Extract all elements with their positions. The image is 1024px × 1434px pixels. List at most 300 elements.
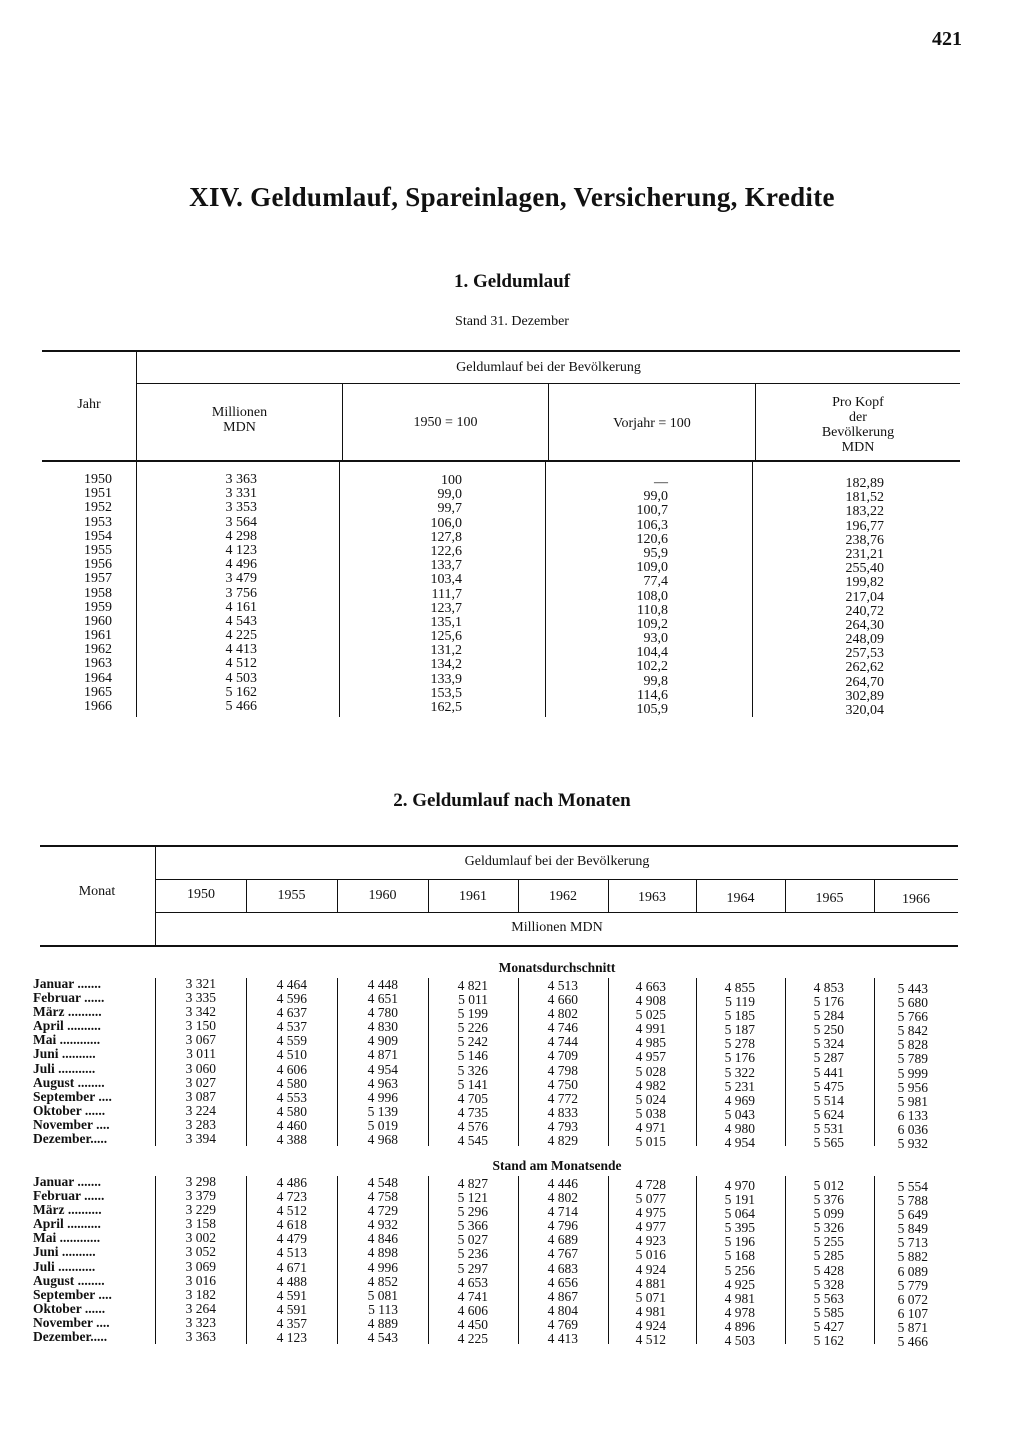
table2-months-end bbox=[33, 1175, 153, 1344]
table2-month-cell: Juli ........... bbox=[33, 1258, 96, 1274]
table1-percap-column bbox=[800, 477, 884, 718]
table1-prev-cell: 93,0 bbox=[643, 631, 668, 647]
table2-value-cell: 5 146 bbox=[457, 1048, 488, 1064]
table2-column bbox=[518, 1177, 578, 1346]
table2-header-rule bbox=[40, 945, 958, 947]
table2-value-cell: 5 012 bbox=[813, 1178, 844, 1193]
table2-value-cell: 5 168 bbox=[724, 1248, 755, 1264]
table2-column bbox=[874, 982, 928, 1151]
table2-value-cell: 4 479 bbox=[276, 1231, 307, 1247]
table2-value-cell: 4 968 bbox=[367, 1132, 398, 1148]
table1-millions-cell: 5 466 bbox=[225, 699, 257, 714]
table1-millions-cell: 3 756 bbox=[225, 585, 257, 601]
table2-month-cell: Juli ........... bbox=[33, 1060, 96, 1076]
table1-percap-cell: 181,52 bbox=[845, 490, 884, 506]
table1-col-prev: Vorjahr = 100 bbox=[613, 416, 691, 431]
table1-title: 1. Geldumlauf bbox=[453, 271, 571, 292]
table2-month-cell: Mai ............ bbox=[33, 1230, 101, 1246]
table1-year-cell: 1963 bbox=[84, 656, 112, 672]
table2-value-cell: 4 714 bbox=[547, 1204, 578, 1220]
table2-value-cell: 4 780 bbox=[367, 1005, 398, 1021]
table2-vline bbox=[874, 880, 875, 912]
table2-value-cell: 5 226 bbox=[457, 1020, 488, 1036]
table2-value-cell: 4 985 bbox=[635, 1035, 666, 1051]
table2-value-cell: 4 924 bbox=[635, 1261, 666, 1277]
table1-year-cell: 1965 bbox=[84, 684, 112, 700]
table2-year-header: 1966 bbox=[902, 892, 930, 907]
table2-value-cell: 4 460 bbox=[276, 1117, 307, 1133]
table2-value-cell: 5 016 bbox=[635, 1247, 666, 1263]
table2-value-cell: 4 503 bbox=[724, 1333, 755, 1349]
table1-prev-cell: 95,9 bbox=[643, 545, 668, 561]
table2-value-cell: 4 543 bbox=[367, 1330, 398, 1346]
table2-value-cell: 5 199 bbox=[457, 1006, 488, 1022]
table2-value-cell: 5 119 bbox=[725, 994, 755, 1010]
table2-value-cell: 4 576 bbox=[457, 1118, 488, 1134]
table2-value-cell: 4 980 bbox=[724, 1120, 755, 1136]
table2-value-cell: 4 728 bbox=[635, 1177, 666, 1192]
table1-prev-cell: 106,3 bbox=[636, 517, 668, 533]
table2-value-cell: 5 585 bbox=[813, 1304, 844, 1320]
table2-value-cell: 4 793 bbox=[547, 1118, 578, 1134]
table1-prev-cell: 120,6 bbox=[636, 531, 668, 547]
table2-month-cell: Februar ...... bbox=[33, 1188, 105, 1204]
table2-value-cell: 4 729 bbox=[367, 1203, 398, 1219]
table2-value-cell: 4 744 bbox=[547, 1034, 578, 1050]
table1-vline bbox=[136, 462, 137, 717]
table2-value-cell: 3 150 bbox=[185, 1018, 216, 1034]
table2-value-cell: 5 255 bbox=[813, 1234, 844, 1250]
table2-value-cell: 5 162 bbox=[813, 1333, 844, 1349]
table2-value-cell: 5 071 bbox=[635, 1289, 666, 1305]
table1-index-cell: 125,6 bbox=[430, 629, 462, 645]
table1-subtitle: Stand 31. Dezember bbox=[455, 314, 569, 329]
table2-value-cell: 4 545 bbox=[457, 1133, 488, 1149]
table2-value-cell: 5 231 bbox=[724, 1078, 755, 1094]
table2-value-cell: 4 991 bbox=[635, 1021, 666, 1037]
table2-value-cell: 4 606 bbox=[276, 1061, 307, 1077]
table2-months-avg bbox=[33, 977, 153, 1146]
table1-vline bbox=[752, 462, 753, 717]
table2-value-cell: 4 796 bbox=[547, 1218, 578, 1234]
table1-vline bbox=[545, 462, 546, 717]
table2-top-rule bbox=[40, 845, 958, 847]
table2-vline bbox=[337, 880, 338, 912]
table2-value-cell: 5 788 bbox=[897, 1193, 928, 1209]
table2-value-cell: 4 852 bbox=[367, 1273, 398, 1289]
table2-value-cell: 3 052 bbox=[185, 1244, 216, 1260]
table1-index-cell: 122,6 bbox=[430, 543, 462, 559]
table1-index-cell: 106,0 bbox=[430, 515, 462, 531]
table1-year-cell: 1953 bbox=[84, 514, 112, 530]
table2-year-header: 1962 bbox=[549, 889, 577, 904]
table2-value-cell: 5 779 bbox=[897, 1277, 928, 1293]
table2-value-cell: 5 999 bbox=[897, 1065, 928, 1081]
table2-vline bbox=[518, 880, 519, 912]
table2-value-cell: 4 932 bbox=[367, 1217, 398, 1233]
table2-value-cell: 3 067 bbox=[185, 1032, 216, 1048]
table1-prev-cell: 100,7 bbox=[636, 503, 668, 519]
table2-value-cell: 4 889 bbox=[367, 1315, 398, 1331]
table2-value-cell: 4 488 bbox=[276, 1273, 307, 1289]
table2-value-cell: 4 750 bbox=[547, 1076, 578, 1092]
table2-value-cell: 4 981 bbox=[635, 1303, 666, 1319]
table1-year-cell: 1956 bbox=[84, 557, 112, 573]
table2-value-cell: 3 321 bbox=[185, 976, 216, 991]
table1-index-cell: 103,4 bbox=[430, 572, 462, 588]
table2-value-cell: 5 077 bbox=[635, 1191, 666, 1207]
table2-group-header: Geldumlauf bei der Bevölkerung bbox=[464, 854, 650, 869]
table2-value-cell: 5 395 bbox=[724, 1220, 755, 1236]
table2-value-cell: 4 881 bbox=[635, 1275, 666, 1291]
table1-index-cell: 134,2 bbox=[430, 657, 462, 673]
table1-millions-cell: 3 479 bbox=[225, 571, 257, 587]
table2-year-header: 1965 bbox=[815, 891, 844, 906]
table2-value-cell: 4 450 bbox=[457, 1316, 488, 1332]
table2-value-cell: 4 596 bbox=[276, 991, 307, 1007]
table1-index-cell: 123,7 bbox=[430, 600, 462, 616]
table1-percap-cell: 183,22 bbox=[845, 504, 884, 520]
table2-value-cell: 5 563 bbox=[813, 1290, 844, 1306]
table2-value-cell: 5 565 bbox=[813, 1135, 844, 1151]
table2-value-cell: 5 043 bbox=[724, 1106, 755, 1122]
table2-column bbox=[337, 978, 398, 1147]
table1-year-cell: 1955 bbox=[84, 542, 112, 558]
table1-millions-cell: 4 225 bbox=[225, 628, 257, 644]
table2-value-cell: 4 867 bbox=[547, 1288, 578, 1304]
table2-value-cell: 4 802 bbox=[547, 1190, 578, 1206]
table1-millions-cell: 4 543 bbox=[225, 613, 257, 629]
table1-index-cell: 111,7 bbox=[431, 586, 462, 602]
table2-value-cell: 6 089 bbox=[897, 1263, 928, 1279]
table1-top-rule bbox=[42, 350, 960, 352]
table1-prev-cell: 108,0 bbox=[636, 588, 668, 604]
table2-value-cell: 4 548 bbox=[367, 1175, 398, 1190]
table2-years-rule bbox=[156, 912, 958, 913]
table2-year-header: 1961 bbox=[459, 889, 487, 904]
table1-year-cell: 1950 bbox=[84, 472, 112, 487]
table2-value-cell: 4 656 bbox=[547, 1274, 578, 1290]
table2-vline bbox=[785, 880, 786, 912]
table2-value-cell: 4 954 bbox=[367, 1061, 398, 1077]
table2-value-cell: 4 689 bbox=[547, 1232, 578, 1248]
table2-section-avg: Monatsdurchschnitt bbox=[498, 960, 616, 975]
table2-value-cell: 3 229 bbox=[185, 1202, 216, 1218]
table2-section-end: Stand am Monatsende bbox=[492, 1158, 622, 1173]
table2-value-cell: 5 187 bbox=[724, 1022, 755, 1038]
table2-value-cell: 4 357 bbox=[276, 1315, 307, 1331]
table2-value-cell: 5 015 bbox=[635, 1134, 666, 1150]
table2-month-cell: August ........ bbox=[33, 1074, 105, 1090]
table2-value-cell: 4 618 bbox=[276, 1217, 307, 1233]
table1-index-cell: 99,0 bbox=[437, 487, 462, 503]
table2-value-cell: 5 932 bbox=[897, 1136, 928, 1152]
table2-value-cell: 4 978 bbox=[724, 1304, 755, 1320]
table2-value-cell: 4 827 bbox=[457, 1176, 488, 1191]
table1-index-cell: 133,9 bbox=[430, 671, 462, 687]
table2-value-cell: 5 441 bbox=[813, 1064, 844, 1080]
table2-value-cell: 4 123 bbox=[276, 1330, 307, 1346]
table2-value-cell: 5 297 bbox=[457, 1260, 488, 1276]
table2-month-cell: Oktober ...... bbox=[33, 1102, 106, 1118]
table2-value-cell: 4 446 bbox=[547, 1176, 578, 1191]
table2-month-cell: August ........ bbox=[33, 1272, 105, 1288]
table2-value-cell: 4 388 bbox=[276, 1132, 307, 1148]
table2-value-cell: 5 828 bbox=[897, 1037, 928, 1053]
table1-percap-cell: 240,72 bbox=[845, 603, 884, 619]
table2-value-cell: 4 830 bbox=[367, 1019, 398, 1035]
table2-value-cell: 3 264 bbox=[185, 1300, 216, 1316]
table2-value-cell: 5 024 bbox=[635, 1091, 666, 1107]
table2-column bbox=[428, 1177, 488, 1346]
table1-millions-cell: 4 496 bbox=[225, 557, 257, 573]
table2-month-cell: September .... bbox=[33, 1286, 112, 1302]
table2-value-cell: 5 376 bbox=[813, 1192, 844, 1208]
table2-year-header: 1960 bbox=[368, 888, 397, 903]
table1-percap-cell: 255,40 bbox=[845, 561, 884, 577]
table2-column bbox=[696, 1179, 755, 1348]
table1-millions-cell: 3 353 bbox=[225, 500, 257, 516]
table2-value-cell: 4 855 bbox=[724, 980, 755, 995]
table1-millions-column bbox=[180, 473, 257, 714]
table1-index-cell: 127,8 bbox=[430, 529, 462, 545]
table2-value-cell: 4 769 bbox=[547, 1316, 578, 1332]
table2-value-cell: 4 537 bbox=[276, 1019, 307, 1035]
table2-value-cell: 5 113 bbox=[368, 1301, 398, 1317]
table2-value-cell: 5 064 bbox=[724, 1206, 755, 1222]
table2-value-cell: 4 833 bbox=[547, 1104, 578, 1120]
table2-year-header: 1963 bbox=[638, 890, 666, 905]
table2-value-cell: 3 182 bbox=[185, 1286, 216, 1302]
table2-column bbox=[428, 979, 488, 1148]
table1-col-percap: Pro Kopf der Bevölkerung MDN bbox=[821, 395, 895, 455]
table1-millions-cell: 3 564 bbox=[225, 514, 257, 530]
table2-value-cell: 6 036 bbox=[897, 1121, 928, 1137]
table2-value-cell: 5 028 bbox=[635, 1063, 666, 1079]
table2-value-cell: 5 713 bbox=[897, 1235, 928, 1251]
table1-millions-cell: 3 363 bbox=[225, 472, 257, 487]
table2-value-cell: 5 366 bbox=[457, 1218, 488, 1234]
table2-month-cell: März .......... bbox=[33, 1004, 102, 1020]
table2-value-cell: 4 821 bbox=[457, 978, 488, 993]
table2-value-cell: 4 606 bbox=[457, 1302, 488, 1318]
table2-value-cell: 5 871 bbox=[897, 1319, 928, 1335]
table2-value-cell: 5 081 bbox=[367, 1287, 398, 1303]
table1-percap-cell: 264,30 bbox=[845, 617, 884, 633]
table2-value-cell: 4 954 bbox=[724, 1135, 755, 1151]
table1-vline bbox=[339, 462, 340, 717]
table1-header-rule bbox=[42, 460, 960, 462]
table1-millions-cell: 4 123 bbox=[225, 542, 257, 558]
table2-value-cell: 3 363 bbox=[185, 1329, 216, 1345]
table1-percap-cell: 248,09 bbox=[845, 632, 884, 648]
table2-value-cell: 4 969 bbox=[724, 1092, 755, 1108]
table2-value-cell: 5 680 bbox=[897, 995, 928, 1011]
table2-month-cell: November .... bbox=[33, 1116, 110, 1132]
table2-value-cell: 5 278 bbox=[724, 1036, 755, 1052]
table2-year-header: 1964 bbox=[726, 891, 755, 906]
table2-col-month: Monat bbox=[78, 884, 116, 899]
table2-value-cell: 4 580 bbox=[276, 1075, 307, 1091]
table2-value-cell: 5 514 bbox=[813, 1092, 844, 1108]
table2-column bbox=[246, 978, 307, 1147]
table2-value-cell: 5 427 bbox=[813, 1318, 844, 1334]
table2-column bbox=[696, 981, 755, 1150]
table2-column bbox=[156, 977, 216, 1146]
table2-value-cell: 4 970 bbox=[724, 1178, 755, 1193]
table2-value-cell: 5 326 bbox=[813, 1220, 844, 1236]
table2-value-cell: 4 924 bbox=[635, 1317, 666, 1333]
table2-vline bbox=[608, 880, 609, 912]
table2-year-header: 1950 bbox=[187, 887, 215, 902]
table1-percap-cell: 262,62 bbox=[845, 660, 884, 676]
table2-value-cell: 5 624 bbox=[813, 1106, 844, 1122]
table2-value-cell: 4 923 bbox=[635, 1233, 666, 1249]
table1-year-cell: 1964 bbox=[84, 670, 112, 686]
table2-month-cell: Januar ....... bbox=[33, 1174, 102, 1189]
table1-prev-cell: 109,0 bbox=[636, 560, 668, 576]
table1-year-cell: 1958 bbox=[84, 585, 112, 601]
table2-value-cell: 4 772 bbox=[547, 1090, 578, 1106]
table2-value-cell: 5 981 bbox=[897, 1093, 928, 1109]
table2-value-cell: 5 475 bbox=[813, 1078, 844, 1094]
table2-value-cell: 5 191 bbox=[724, 1192, 755, 1208]
table1-millions-cell: 4 413 bbox=[225, 642, 257, 658]
table2-value-cell: 5 141 bbox=[457, 1076, 488, 1092]
table2-value-cell: 4 829 bbox=[547, 1133, 578, 1149]
table2-value-cell: 5 019 bbox=[367, 1117, 398, 1133]
table2-value-cell: 5 649 bbox=[897, 1207, 928, 1223]
table2-value-cell: 4 898 bbox=[367, 1245, 398, 1261]
table1-prev-cell: 109,2 bbox=[636, 616, 668, 632]
table2-column bbox=[156, 1175, 216, 1344]
table1-millions-cell: 4 503 bbox=[225, 670, 257, 686]
table1-percap-cell: 302,89 bbox=[845, 688, 884, 704]
table2-value-cell: 5 842 bbox=[897, 1023, 928, 1039]
table2-value-cell: 4 510 bbox=[276, 1047, 307, 1063]
table2-column bbox=[608, 1178, 666, 1347]
table2-value-cell: 5 121 bbox=[457, 1190, 488, 1206]
table2-value-cell: 3 394 bbox=[185, 1131, 216, 1147]
table1-year-cell: 1952 bbox=[84, 500, 112, 516]
table2-value-cell: 4 804 bbox=[547, 1302, 578, 1318]
table2-value-cell: 4 448 bbox=[367, 977, 398, 992]
table1-index-cell: 133,7 bbox=[430, 558, 462, 574]
table1-year-cell: 1961 bbox=[84, 628, 112, 644]
table1-percap-cell: 264,70 bbox=[845, 674, 884, 690]
table2-value-cell: 5 025 bbox=[635, 1007, 666, 1023]
table1-prev-cell: 102,2 bbox=[636, 659, 668, 675]
table2-value-cell: 5 139 bbox=[367, 1103, 398, 1119]
table1-millions-cell: 4 161 bbox=[225, 599, 257, 615]
table2-month-cell: Dezember..... bbox=[33, 1329, 108, 1345]
table2-value-cell: 4 660 bbox=[547, 992, 578, 1008]
table2-value-cell: 5 099 bbox=[813, 1206, 844, 1222]
table2-value-cell: 4 746 bbox=[547, 1020, 578, 1036]
table2-value-cell: 4 580 bbox=[276, 1103, 307, 1119]
table1-col-year: Jahr bbox=[77, 397, 101, 412]
table2-value-cell: 3 027 bbox=[185, 1074, 216, 1090]
table2-value-cell: 5 236 bbox=[457, 1246, 488, 1262]
table2-value-cell: 4 802 bbox=[547, 1006, 578, 1022]
table2-month-cell: Mai ............ bbox=[33, 1032, 101, 1048]
table2-value-cell: 5 038 bbox=[635, 1105, 666, 1121]
table2-value-cell: 5 285 bbox=[813, 1248, 844, 1264]
table2-month-cell: April .......... bbox=[33, 1018, 101, 1034]
table2-column bbox=[785, 1179, 844, 1348]
table2-value-cell: 4 591 bbox=[276, 1301, 307, 1317]
table1-prev-column bbox=[600, 476, 668, 717]
table2-vline bbox=[246, 880, 247, 912]
table2-value-cell: 3 011 bbox=[186, 1046, 216, 1062]
table2-value-cell: 3 379 bbox=[185, 1188, 216, 1204]
table2-value-cell: 5 428 bbox=[813, 1262, 844, 1278]
table1-index-cell: 131,2 bbox=[430, 643, 462, 659]
table1-years-column bbox=[50, 473, 112, 714]
table1-prev-cell: 77,4 bbox=[643, 574, 668, 590]
table1-percap-cell: 231,21 bbox=[845, 546, 884, 562]
table2-title: 2. Geldumlauf nach Monaten bbox=[393, 790, 631, 811]
table2-value-cell: 4 996 bbox=[367, 1259, 398, 1275]
table2-month-cell: März .......... bbox=[33, 1202, 102, 1218]
table2-month-cell: Juni .......... bbox=[33, 1046, 96, 1062]
table1-index-cell: 100 bbox=[441, 473, 462, 488]
table2-value-cell: 5 322 bbox=[724, 1064, 755, 1080]
table2-value-cell: 4 741 bbox=[457, 1288, 488, 1304]
table2-value-cell: 5 328 bbox=[813, 1276, 844, 1292]
table2-value-cell: 5 242 bbox=[457, 1034, 488, 1050]
page-number: 421 bbox=[932, 28, 962, 50]
table2-value-cell: 5 882 bbox=[897, 1249, 928, 1265]
table2-vline bbox=[696, 880, 697, 912]
table2-column bbox=[608, 980, 666, 1149]
table2-value-cell: 4 971 bbox=[635, 1119, 666, 1135]
table2-unit: Millionen MDN bbox=[511, 920, 603, 935]
table2-value-cell: 5 256 bbox=[724, 1262, 755, 1278]
table2-value-cell: 4 559 bbox=[276, 1033, 307, 1049]
table2-value-cell: 4 758 bbox=[367, 1189, 398, 1205]
table2-value-cell: 3 224 bbox=[185, 1102, 216, 1118]
table2-value-cell: 4 981 bbox=[724, 1290, 755, 1306]
table1-year-cell: 1954 bbox=[84, 528, 112, 544]
table2-value-cell: 4 996 bbox=[367, 1089, 398, 1105]
table2-month-cell: Dezember..... bbox=[33, 1131, 108, 1147]
table2-value-cell: 5 284 bbox=[813, 1008, 844, 1024]
table1-index-cell: 162,5 bbox=[430, 700, 462, 715]
table2-value-cell: 5 287 bbox=[813, 1050, 844, 1066]
table1-prev-cell: 114,6 bbox=[637, 687, 668, 703]
table2-value-cell: 4 908 bbox=[635, 993, 666, 1009]
table2-value-cell: 5 176 bbox=[813, 994, 844, 1010]
table2-column bbox=[518, 979, 578, 1148]
table1-index-column bbox=[395, 474, 462, 715]
table2-value-cell: 4 975 bbox=[635, 1205, 666, 1221]
table2-value-cell: 5 766 bbox=[897, 1009, 928, 1025]
chapter-title: XIV. Geldumlauf, Spareinlagen, Versicherung, Kredite bbox=[189, 182, 835, 212]
table2-value-cell: 5 789 bbox=[897, 1051, 928, 1067]
table1-col-millions: Millionen MDN bbox=[211, 405, 268, 435]
table1-percap-cell: 320,04 bbox=[845, 703, 884, 718]
table1-prev-cell: 105,9 bbox=[636, 702, 668, 717]
table2-value-cell: 5 554 bbox=[897, 1179, 928, 1194]
table1-prev-cell: 99,8 bbox=[643, 673, 668, 689]
table2-value-cell: 3 342 bbox=[185, 1004, 216, 1020]
table2-value-cell: 3 323 bbox=[185, 1314, 216, 1330]
table2-value-cell: 3 298 bbox=[185, 1174, 216, 1189]
table2-value-cell: 4 651 bbox=[367, 991, 398, 1007]
table2-month-cell: April .......... bbox=[33, 1216, 101, 1232]
table2-value-cell: 4 413 bbox=[547, 1331, 578, 1347]
